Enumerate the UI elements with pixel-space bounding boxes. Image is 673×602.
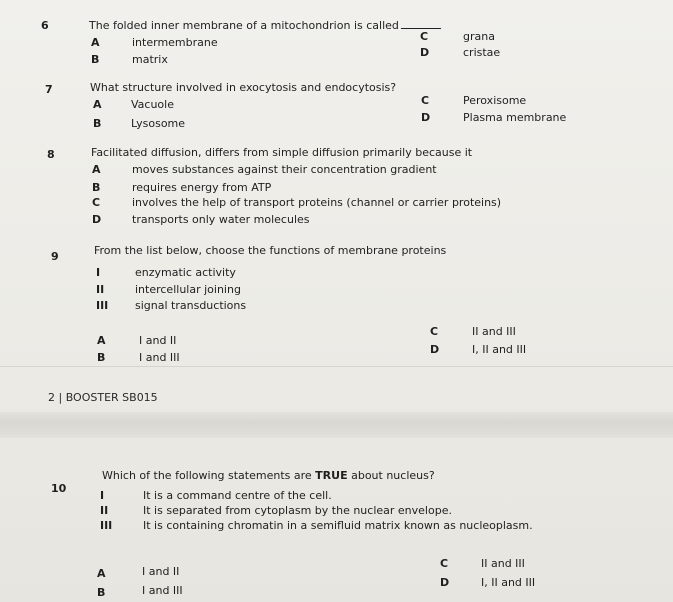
question-number: 6 [41, 19, 49, 32]
option-text: Plasma membrane [463, 111, 567, 124]
option-text: I and II [142, 565, 180, 578]
question-number: 7 [45, 83, 53, 96]
option-text: moves substances against their concentration gradient [132, 163, 437, 176]
option-letter: C [421, 94, 430, 107]
option-letter: B [97, 351, 106, 364]
option-text: I and II [139, 334, 177, 347]
item-text: intercellular joining [135, 283, 241, 296]
option-letter: D [92, 213, 102, 226]
item-text: signal transductions [135, 299, 247, 312]
item-text: It is separated from cytoplasm by the nuclear envelope. [143, 504, 452, 517]
option-text: I and III [142, 584, 183, 597]
question-number: 10 [51, 482, 67, 495]
option-text: matrix [132, 53, 168, 66]
option-letter: C [420, 30, 429, 43]
question-stem: The folded inner membrane of a mitochondrion is called [89, 19, 441, 32]
option-letter: C [92, 196, 101, 209]
question-number: 8 [47, 148, 55, 161]
option-text: II and III [481, 557, 525, 570]
option-text: requires energy from ATP [132, 181, 272, 194]
item-text: It is containing chromatin in a semifluid matrix known as nucleoplasm. [143, 519, 533, 532]
question-stem: Facilitated diffusion, differs from simple diffusion primarily because it [91, 146, 473, 159]
option-letter: B [91, 53, 100, 66]
option-text: grana [463, 30, 495, 43]
item-numeral: II [96, 283, 105, 296]
option-letter: C [430, 325, 439, 338]
item-text: It is a command centre of the cell. [143, 489, 332, 502]
option-text: I, II and III [481, 576, 536, 589]
option-letter: A [91, 36, 100, 49]
option-text: I and III [139, 351, 180, 364]
option-text: involves the help of transport proteins (channel or carrier proteins) [132, 196, 502, 209]
item-numeral: I [96, 266, 101, 279]
option-letter: A [97, 334, 106, 347]
question-number: 9 [51, 250, 59, 263]
option-text: Vacuole [131, 98, 174, 111]
option-text: cristae [463, 46, 501, 59]
option-text: Peroxisome [463, 94, 527, 107]
option-letter: D [440, 576, 450, 589]
option-letter: D [430, 343, 440, 356]
option-letter: D [420, 46, 430, 59]
item-numeral: I [100, 489, 105, 502]
option-letter: A [92, 163, 101, 176]
answer-blank [401, 19, 441, 29]
item-text: enzymatic activity [135, 266, 236, 279]
page-edge-line [0, 366, 673, 367]
option-letter: B [93, 117, 102, 130]
option-letter: B [97, 586, 106, 599]
option-text: I, II and III [472, 343, 527, 356]
item-numeral: II [100, 504, 109, 517]
option-text: transports only water molecules [132, 213, 310, 226]
option-letter: B [92, 181, 101, 194]
question-stem: What structure involved in exocytosis and endocytosis? [90, 81, 397, 94]
question-stem: From the list below, choose the functions of membrane proteins [94, 244, 447, 257]
option-text: intermembrane [132, 36, 218, 49]
option-text: Lysosome [131, 117, 186, 130]
option-letter: C [440, 557, 449, 570]
option-letter: A [93, 98, 102, 111]
page-gap [0, 412, 673, 438]
option-text: II and III [472, 325, 516, 338]
page-footer: 2 | BOOSTER SB015 [48, 391, 158, 404]
item-numeral: III [96, 299, 109, 312]
option-letter: D [421, 111, 431, 124]
option-letter: A [97, 567, 106, 580]
item-numeral: III [100, 519, 113, 532]
question-stem: Which of the following statements are TRUE about nucleus? [102, 469, 435, 482]
